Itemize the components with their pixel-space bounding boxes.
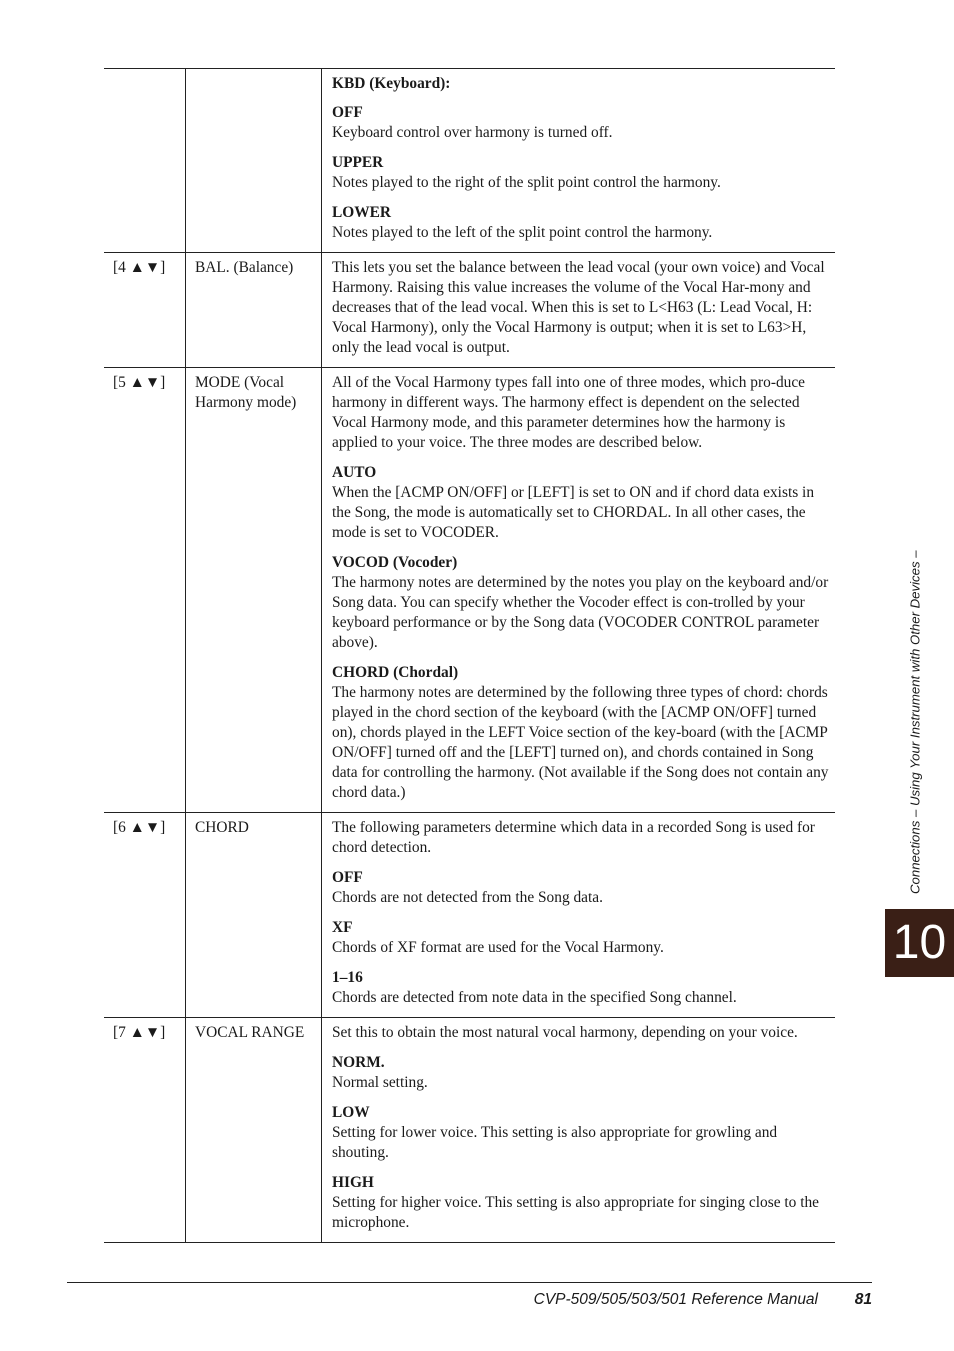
option-description: The harmony notes are determined by the following three types of chord: chords played in the chord section of the keyboard (with the [ACMP ON/OFF] turned on), chords played in the LEFT Voice section of the key-board (with the [ACMP ON/OFF] turned off and the [LEFT] turned on), and chords contained in Song data for controlling the harmony. (Not available if the Song does not contain any chord data.) (332, 684, 829, 801)
parameter-row (104, 368, 835, 813)
parameter-row (104, 813, 835, 1018)
description-cell (322, 1018, 836, 1243)
option-item (332, 463, 829, 543)
option-item (332, 553, 829, 653)
parameter-name-cell (186, 368, 322, 813)
option-description: Keyboard control over harmony is turned off. (332, 124, 613, 141)
parameter-row (104, 1018, 835, 1243)
description-content (322, 69, 835, 252)
button-label: [6 ▲▼] (113, 819, 166, 836)
parameter-table (104, 68, 835, 1243)
description-intro: Set this to obtain the most natural vocal harmony, depending on your voice. (332, 1024, 798, 1041)
description-intro: This lets you set the balance between the lead vocal (your own voice) and Vocal Harmony. Raising this value increases the volume of the Vocal Har-mony and decreases that of the lead vocal. When this is set to L<H63 (L: Lead Vocal, H: Vocal Harmony), only the Vocal Harmony is output; when it is set to L63>H, only the lead vocal is output. (332, 259, 825, 356)
description-content (322, 1018, 835, 1242)
parameter-table-body (104, 69, 835, 1243)
description-content (322, 368, 835, 812)
button-cell (104, 253, 186, 368)
option-description: Chords are detected from note data in the specified Song channel. (332, 989, 737, 1006)
option-description: When the [ACMP ON/OFF] or [LEFT] is set to ON and if chord data exists in the Song, the mode is automatically set to CHORDAL. In all other cases, the mode is set to VOCODER. (332, 484, 815, 541)
option-description: The harmony notes are determined by the notes you play on the keyboard and/or Song data. You can specify whether the Vocoder effect is con-trolled by your keyboard performance or by the Song data (VOCODER CONTROL parameter above). (332, 574, 829, 651)
description-heading: KBD (Keyboard): (332, 75, 451, 92)
parameter-row (104, 69, 835, 253)
option-description: Notes played to the left of the split point control the harmony. (332, 224, 713, 241)
option-item (332, 153, 829, 193)
option-title: 1–16 (332, 969, 363, 986)
parameter-name-cell (186, 1018, 322, 1243)
parameter-name: BAL. (Balance) (195, 259, 294, 276)
option-title: XF (332, 919, 353, 936)
button-cell (104, 1018, 186, 1243)
description-cell (322, 69, 836, 253)
description-cell (322, 368, 836, 813)
option-item (332, 918, 829, 958)
option-title: UPPER (332, 154, 384, 171)
button-cell (104, 813, 186, 1018)
option-title: OFF (332, 869, 363, 886)
option-title: LOWER (332, 204, 392, 221)
option-description: Chords of XF format are used for the Vocal Harmony. (332, 939, 664, 956)
option-item (332, 968, 829, 1008)
parameter-name-cell (186, 69, 322, 253)
option-item (332, 1103, 829, 1163)
button-label: [4 ▲▼] (113, 259, 166, 276)
option-title: OFF (332, 104, 363, 121)
option-description: Normal setting. (332, 1074, 428, 1091)
option-item (332, 663, 829, 803)
option-item (332, 868, 829, 908)
parameter-row (104, 253, 835, 368)
option-title: NORM. (332, 1054, 385, 1071)
option-description: Chords are not detected from the Song data. (332, 889, 603, 906)
parameter-name: MODE (Vocal Harmony mode) (195, 374, 297, 411)
option-description: Notes played to the right of the split point control the harmony. (332, 174, 721, 191)
button-cell (104, 69, 186, 253)
button-label: [5 ▲▼] (113, 374, 166, 391)
option-item (332, 1173, 829, 1233)
description-content (322, 813, 835, 1017)
footer-divider (67, 1282, 872, 1283)
option-description: Setting for higher voice. This setting is also appropriate for singing close to the microphone. (332, 1194, 819, 1231)
button-label (104, 69, 185, 83)
button-cell (104, 368, 186, 813)
chapter-number-tab: 10 (885, 909, 954, 977)
option-item (332, 203, 829, 243)
description-intro: The following parameters determine which data in a recorded Song is used for chord detection. (332, 819, 815, 856)
parameter-name: CHORD (195, 819, 249, 836)
option-item (332, 103, 829, 143)
parameter-name-cell (186, 253, 322, 368)
footer-manual-title: CVP-509/505/503/501 Reference Manual (533, 1291, 818, 1308)
option-title: VOCOD (Vocoder) (332, 554, 458, 571)
description-cell (322, 253, 836, 368)
parameter-name (186, 69, 321, 83)
option-title: HIGH (332, 1174, 374, 1191)
chapter-side-label: Connections – Using Your Instrument with Other Devices – (907, 550, 923, 894)
option-description: Setting for lower voice. This setting is also appropriate for growling and shouting. (332, 1124, 778, 1161)
description-cell (322, 813, 836, 1018)
option-title: CHORD (Chordal) (332, 664, 459, 681)
description-content (322, 253, 835, 367)
footer-page-number: 81 (854, 1291, 872, 1308)
description-intro: All of the Vocal Harmony types fall into one of three modes, which pro-duce harmony in different ways. The harmony effect is dependent on the selected Vocal Harmony mode, and this parameter determines how the harmony is applied to your voice. The three modes are described below. (332, 374, 805, 451)
parameter-name: VOCAL RANGE (195, 1024, 305, 1041)
option-item (332, 1053, 829, 1093)
parameter-name-cell (186, 813, 322, 1018)
option-title: AUTO (332, 464, 377, 481)
button-label: [7 ▲▼] (113, 1024, 166, 1041)
option-title: LOW (332, 1104, 370, 1121)
